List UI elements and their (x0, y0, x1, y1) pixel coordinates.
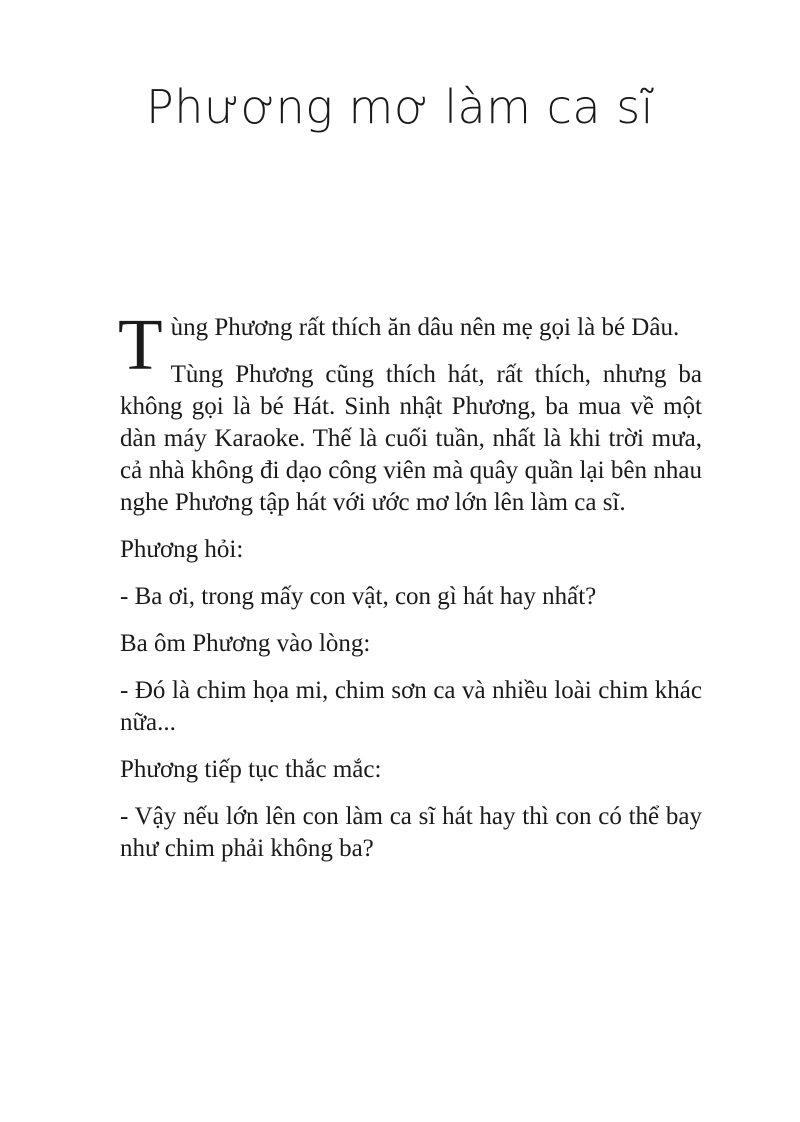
paragraph-6: - Đó là chim họa mi, chim sơn ca và nhiều loài chim khác nữa... (120, 677, 702, 736)
chapter-title: Phương mơ làm ca sĩ (146, 80, 654, 134)
story-body (118, 304, 702, 880)
drop-cap: T (118, 304, 163, 385)
paragraph-1 (118, 304, 702, 385)
paragraph-3: Phương hỏi: (120, 536, 244, 563)
paragraph-8: - Vậy nếu lớn lên con làm ca sĩ hát hay thì con có thể bay như chim phải không ba? (120, 803, 702, 862)
paragraph-5: Ba ôm Phương vào lòng: (120, 630, 371, 657)
paragraph-4: - Ba ơi, trong mấy con vật, con gì hát hay nhất? (120, 583, 597, 610)
paragraph-1-text: ùng Phương rất thích ăn dâu nên mẹ gọi là bé Dâu. (170, 314, 680, 341)
paragraph-2: Tùng Phương cũng thích hát, rất thích, nhưng ba không gọi là bé Hát. Sinh nhật Phương, ba mua về một dàn máy Karaoke. Thế là cuối tuần, nhất là khi trời mưa, cả nhà không đi dạo công viên mà quây quần lại bên nhau nghe Phương tập hát với ước mơ lớn lên làm ca sĩ. (120, 361, 702, 516)
paragraph-7: Phương tiếp tục thắc mắc: (120, 756, 382, 783)
